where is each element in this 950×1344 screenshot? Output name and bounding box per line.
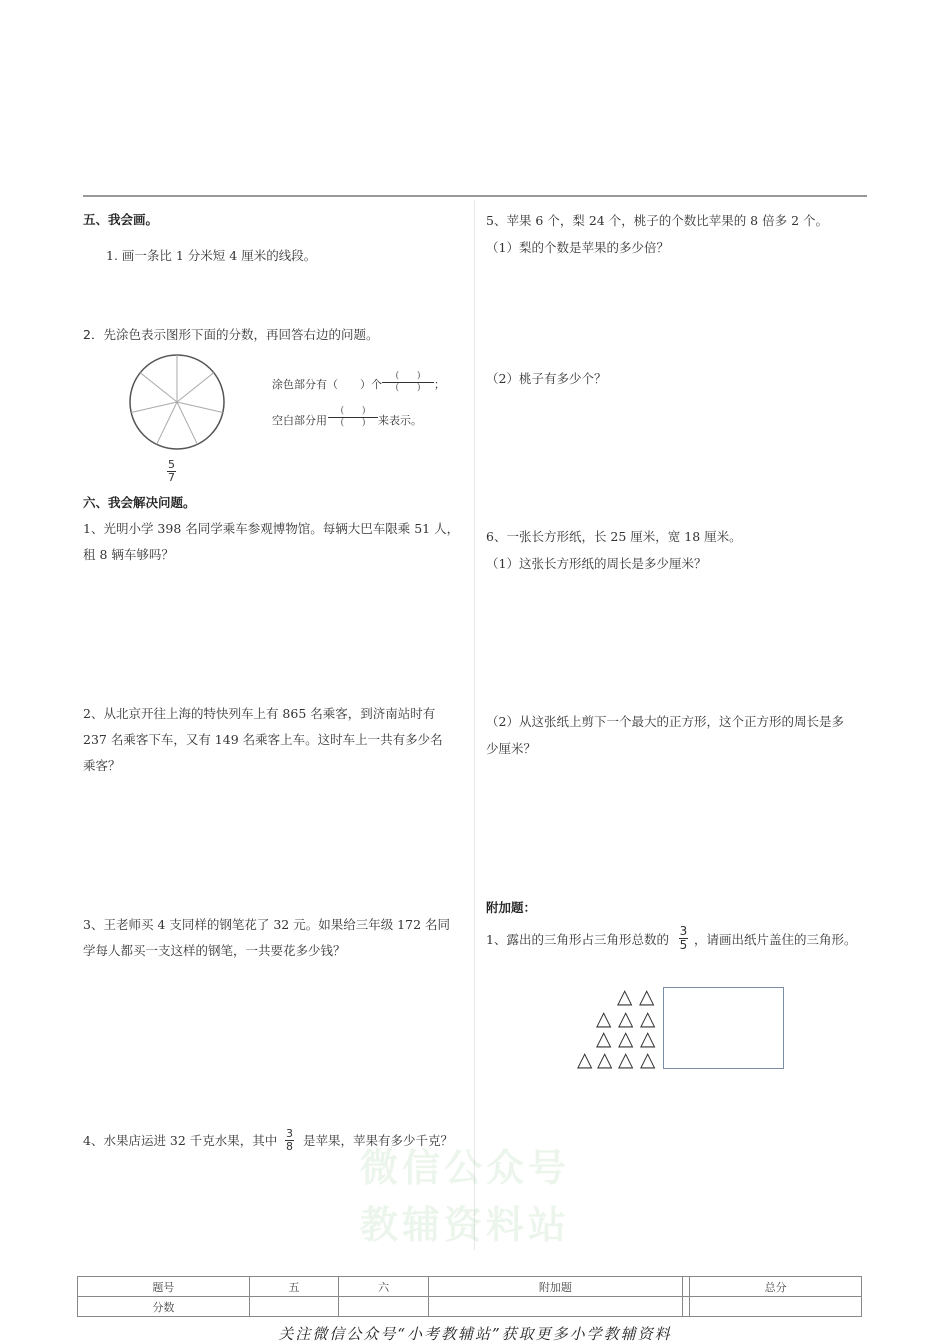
footer-text: 关注微信公众号“小考教辅站”获取更多小学教辅资料 xyxy=(278,1325,672,1343)
header-cell: 附加题 xyxy=(428,1277,682,1297)
bonus-fraction xyxy=(679,925,688,952)
top-rule xyxy=(83,195,867,197)
q6-2-text: 少厘米？ xyxy=(486,741,537,756)
row-label: 分数 xyxy=(78,1297,250,1317)
header-cell: 五 xyxy=(249,1277,339,1297)
watermark-line: 教辅资料站 xyxy=(360,1203,571,1247)
q5-text: 5、苹果 6 个，梨 24 个，桃子的个数比苹果的 8 倍多 2 个。 xyxy=(486,213,829,228)
denominator: 8 xyxy=(286,1140,293,1154)
blank: ( ) xyxy=(395,382,421,393)
q4-text: 是苹果，苹果有多少千克？ xyxy=(303,1133,454,1148)
q5-1-text: （1）梨的个数是苹果的多少倍？ xyxy=(486,240,669,255)
triangle-icon: △ xyxy=(640,1006,656,1030)
section6-title: 六、我会解决问题。 xyxy=(83,495,196,510)
score-cell[interactable] xyxy=(690,1297,862,1317)
q2-line: 乘客？ xyxy=(83,758,121,773)
q6-2-text: （2）从这张纸上剪下一个最大的正方形，这个正方形的周长是多 xyxy=(486,714,844,729)
blank: ( ) xyxy=(340,417,366,428)
triangle-icon: △ xyxy=(618,1026,634,1050)
section5-q1: 1. 画一条比 1 分米短 4 厘米的线段。 xyxy=(106,248,317,263)
header-cell: 总分 xyxy=(690,1277,862,1297)
score-cell[interactable] xyxy=(428,1297,682,1317)
header-cell: 六 xyxy=(339,1277,429,1297)
watermark xyxy=(360,1140,570,1254)
score-cell[interactable] xyxy=(682,1297,689,1317)
q3-line: 学每人都买一支这样的钢笔，一共要花多少钱？ xyxy=(83,943,346,958)
blank-fraction[interactable] xyxy=(328,406,378,429)
triangle-icon: △ xyxy=(617,984,633,1008)
shaded-question: 涂色部分有（ ）个 xyxy=(272,378,382,391)
column-divider xyxy=(474,200,475,1250)
q5-2-text: （2）桃子有多少个？ xyxy=(486,371,607,386)
denominator: 5 xyxy=(679,938,688,953)
numerator: 3 xyxy=(286,1127,293,1140)
header-cell: 题号 xyxy=(78,1277,250,1297)
score-cell[interactable] xyxy=(339,1297,429,1317)
triangle-icon: △ xyxy=(577,1047,593,1071)
denominator: 7 xyxy=(168,471,175,485)
q2-line: 2、从北京开往上海的特快列车上有 865 名乘客，到济南站时有 xyxy=(83,706,436,721)
triangle-icon: △ xyxy=(639,984,655,1008)
blank: ( ) xyxy=(340,406,366,416)
pie-circle[interactable] xyxy=(125,350,229,454)
triangle-icon: △ xyxy=(640,1026,656,1050)
numerator: 5 xyxy=(168,458,175,471)
q4-text: 4、水果店运进 32 千克水果，其中 xyxy=(83,1133,278,1148)
cover-paper-box[interactable] xyxy=(663,987,784,1069)
blank: ( ) xyxy=(395,371,421,381)
bonus-q1-text: ，请画出纸片盖住的三角形。 xyxy=(694,932,857,947)
q1-line: 1、光明小学 398 名同学乘车参观博物馆。每辆大巴车限乘 51 人， xyxy=(83,521,460,536)
triangle-icon: △ xyxy=(597,1047,613,1071)
watermark-line: 微信公众号 xyxy=(360,1146,571,1190)
q3-line: 3、王老师买 4 支同样的钢笔花了 32 元。如果给三年级 172 名同 xyxy=(83,917,451,932)
q1-line: 租 8 辆车够吗？ xyxy=(83,547,174,562)
triangle-icon: △ xyxy=(640,1047,656,1071)
bonus-title: 附加题： xyxy=(486,900,537,915)
blank-question-end: 来表示。 xyxy=(378,414,422,427)
pie-fraction xyxy=(167,459,176,484)
score-table xyxy=(77,1276,862,1317)
q6-1-text: （1）这张长方形纸的周长是多少厘米？ xyxy=(486,556,707,571)
blank-fraction[interactable] xyxy=(382,371,434,394)
triangle-icon: △ xyxy=(618,1006,634,1030)
header-cell xyxy=(682,1277,689,1297)
punct: ； xyxy=(434,378,445,391)
section5-q2: 2．先涂色表示图形下面的分数，再回答右边的问题。 xyxy=(83,327,379,342)
blank-question: 空白部分用 xyxy=(272,414,327,427)
bonus-q1-text: 1、露出的三角形占三角形总数的 xyxy=(486,932,669,947)
score-cell[interactable] xyxy=(249,1297,339,1317)
triangle-icon: △ xyxy=(618,1047,634,1071)
triangle-icon: △ xyxy=(596,1006,612,1030)
numerator: 3 xyxy=(679,924,688,938)
q2-line: 237 名乘客下车，又有 149 名乘客上车。这时车上一共有多少名 xyxy=(83,732,443,747)
q4-fraction xyxy=(285,1128,294,1153)
section5-title: 五、我会画。 xyxy=(83,212,159,227)
q6-text: 6、一张长方形纸，长 25 厘米，宽 18 厘米。 xyxy=(486,529,742,544)
triangle-icon: △ xyxy=(596,1026,612,1050)
